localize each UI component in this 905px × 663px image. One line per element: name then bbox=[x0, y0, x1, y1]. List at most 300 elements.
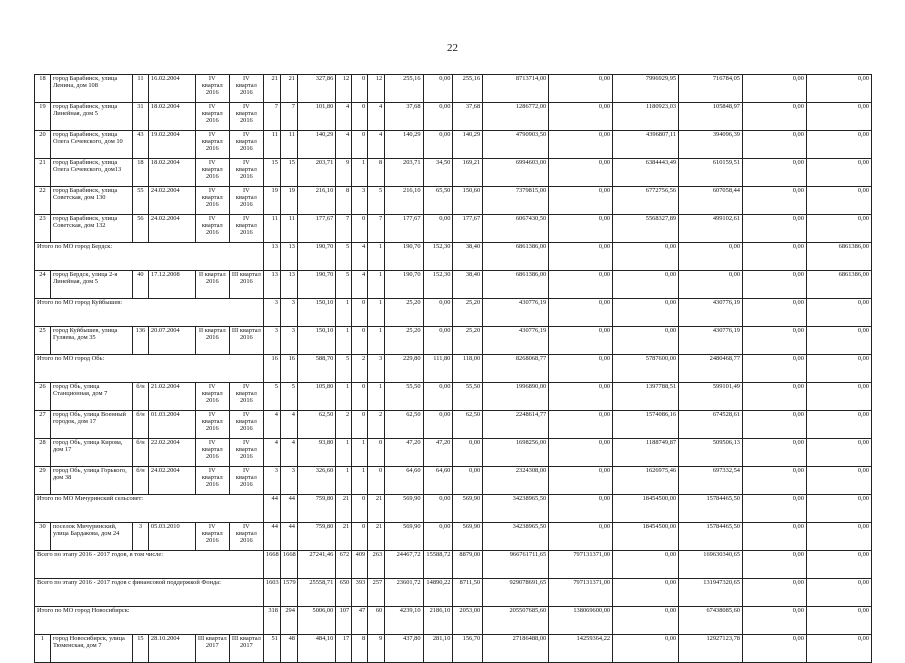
table-cell: 672 bbox=[336, 551, 352, 579]
table-cell: 25558,71 bbox=[297, 579, 335, 607]
table-cell: 0,00 bbox=[806, 607, 871, 635]
table-cell: 44 bbox=[263, 495, 280, 523]
table-cell: 67438085,60 bbox=[679, 607, 743, 635]
table-cell: 7 bbox=[368, 215, 385, 243]
table-row bbox=[35, 327, 872, 355]
table-cell: 0,00 bbox=[806, 495, 871, 523]
table-cell: 38,40 bbox=[453, 271, 483, 299]
table-cell: 6861386,00 bbox=[806, 243, 871, 271]
table-cell: 3 bbox=[132, 523, 148, 551]
address-cell: город Барабинск, улица Советская, дом 132 bbox=[50, 215, 132, 243]
table-cell: 1626975,46 bbox=[613, 467, 679, 495]
table-cell: 190,70 bbox=[385, 271, 423, 299]
table-cell: 294 bbox=[280, 607, 297, 635]
table-cell: 759,80 bbox=[297, 495, 335, 523]
table-cell: 430776,19 bbox=[483, 299, 549, 327]
table-cell: 9 bbox=[336, 159, 352, 187]
table-cell: 0,00 bbox=[549, 75, 613, 103]
table-cell: 3 bbox=[263, 467, 280, 495]
table-cell: 281,10 bbox=[423, 635, 453, 663]
table-cell: 13 bbox=[263, 243, 280, 271]
table-cell: 0,00 bbox=[423, 103, 453, 131]
table-cell: 2480468,77 bbox=[679, 355, 743, 383]
table-cell: 1180923,03 bbox=[613, 103, 679, 131]
table-cell: 1286772,00 bbox=[483, 103, 549, 131]
table-cell: 0,00 bbox=[453, 439, 483, 467]
subtotal-label: Итого по МО Мичуринский сельсовет: bbox=[35, 495, 264, 523]
table-cell: 588,70 bbox=[297, 355, 335, 383]
table-cell: 0,00 bbox=[549, 271, 613, 299]
table-cell: 152,30 bbox=[423, 271, 453, 299]
table-cell: 0,00 bbox=[549, 327, 613, 355]
table-cell: 0,00 bbox=[549, 355, 613, 383]
table-cell: 0 bbox=[352, 495, 368, 523]
table-cell: 5 bbox=[336, 271, 352, 299]
table-cell: 0 bbox=[352, 75, 368, 103]
table-cell: 18454500,00 bbox=[613, 495, 679, 523]
table-cell: IV квартал 2016 bbox=[195, 439, 229, 467]
table-cell: 11 bbox=[280, 131, 297, 159]
table-cell: IV квартал 2016 bbox=[229, 159, 263, 187]
table-cell: 4239,10 bbox=[385, 607, 423, 635]
table-cell: б/н bbox=[132, 411, 148, 439]
table-cell: 0,00 bbox=[806, 635, 871, 663]
table-cell: 8713714,00 bbox=[483, 75, 549, 103]
table-cell: 1996890,00 bbox=[483, 383, 549, 411]
table-cell: 150,10 bbox=[297, 299, 335, 327]
table-cell: 0,00 bbox=[743, 607, 807, 635]
table-cell: 13 bbox=[280, 271, 297, 299]
table-cell: 8 bbox=[352, 635, 368, 663]
table-cell: 0,00 bbox=[806, 579, 871, 607]
table-cell: 569,90 bbox=[385, 495, 423, 523]
table-cell: 8879,00 bbox=[453, 551, 483, 579]
table-cell: 55,50 bbox=[453, 383, 483, 411]
table-cell: 1 bbox=[368, 299, 385, 327]
table-cell: 5 bbox=[336, 243, 352, 271]
table-cell: 0,00 bbox=[679, 271, 743, 299]
table-row bbox=[35, 215, 872, 243]
table-cell: 177,67 bbox=[453, 215, 483, 243]
table-cell: 394096,39 bbox=[679, 131, 743, 159]
table-cell: 48 bbox=[280, 635, 297, 663]
table-cell: 0,00 bbox=[806, 355, 871, 383]
table-cell: 23 bbox=[35, 215, 51, 243]
table-cell: IV квартал 2016 bbox=[195, 131, 229, 159]
table-cell: 0 bbox=[352, 131, 368, 159]
table-cell: 12927123,78 bbox=[679, 635, 743, 663]
table-row bbox=[35, 411, 872, 439]
table-cell: IV квартал 2016 bbox=[195, 187, 229, 215]
table-cell: 16 bbox=[263, 355, 280, 383]
table-row bbox=[35, 187, 872, 215]
table-cell: 3 bbox=[263, 299, 280, 327]
table-cell: 25,20 bbox=[453, 299, 483, 327]
address-cell: город Барабинск, улица Олега Сечевского, дом 10 bbox=[50, 131, 132, 159]
table-cell: 6861386,00 bbox=[806, 271, 871, 299]
table-cell: 4396807,11 bbox=[613, 131, 679, 159]
table-cell: 56 bbox=[132, 215, 148, 243]
address-cell: город Бердск, улица 2-я Линейная, дом 5 bbox=[50, 271, 132, 299]
table-cell: 26 bbox=[35, 383, 51, 411]
table-cell: 140,29 bbox=[453, 131, 483, 159]
table-cell: 34238965,50 bbox=[483, 495, 549, 523]
table-cell: 4790903,50 bbox=[483, 131, 549, 159]
table-cell: 28 bbox=[35, 439, 51, 467]
table-cell: 2 bbox=[352, 355, 368, 383]
table-cell: 107 bbox=[336, 607, 352, 635]
table-cell: 4 bbox=[280, 439, 297, 467]
table-cell: 1668 bbox=[280, 551, 297, 579]
table-cell: 4 bbox=[368, 103, 385, 131]
table-cell: 430776,19 bbox=[679, 299, 743, 327]
subtotal-label: Всего по этапу 2016 - 2017 годов, в том числе: bbox=[35, 551, 264, 579]
table-cell: 25,20 bbox=[453, 327, 483, 355]
table-row bbox=[35, 159, 872, 187]
table-cell: III квартал 2016 bbox=[229, 327, 263, 355]
table-cell: 27241,46 bbox=[297, 551, 335, 579]
table-cell: 24 bbox=[35, 271, 51, 299]
table-cell: III квартал 2017 bbox=[195, 635, 229, 663]
page-number: 22 bbox=[447, 42, 458, 54]
table-cell: 0,00 bbox=[549, 411, 613, 439]
table-cell: 55,50 bbox=[385, 383, 423, 411]
table-cell: 0,00 bbox=[743, 271, 807, 299]
table-cell: 111,80 bbox=[423, 355, 453, 383]
table-cell: 0,00 bbox=[806, 523, 871, 551]
table-row bbox=[35, 131, 872, 159]
table-cell: IV квартал 2016 bbox=[229, 75, 263, 103]
table-cell: 15784465,50 bbox=[679, 495, 743, 523]
table-cell: 24467,72 bbox=[385, 551, 423, 579]
table-cell: 1698256,00 bbox=[483, 439, 549, 467]
table-cell: б/н bbox=[132, 467, 148, 495]
table-cell: 0,00 bbox=[743, 159, 807, 187]
address-cell: город Обь, улица Военный городок, дом 17 bbox=[50, 411, 132, 439]
subtotal-row bbox=[35, 355, 872, 383]
table-cell: IV квартал 2016 bbox=[195, 383, 229, 411]
table-cell: 44 bbox=[280, 495, 297, 523]
table-cell: 25 bbox=[35, 327, 51, 355]
table-cell: 9 bbox=[368, 635, 385, 663]
table-cell: 0,00 bbox=[743, 383, 807, 411]
table-cell: 4 bbox=[352, 243, 368, 271]
table-cell: 257 bbox=[368, 579, 385, 607]
table-cell: 25,20 bbox=[385, 299, 423, 327]
table-cell: 0,00 bbox=[549, 187, 613, 215]
table-cell: 430776,19 bbox=[483, 327, 549, 355]
table-cell: 16 bbox=[280, 355, 297, 383]
table-cell: 7 bbox=[280, 103, 297, 131]
table-cell: 1 bbox=[336, 383, 352, 411]
table-cell: 0,00 bbox=[743, 579, 807, 607]
table-cell: 484,10 bbox=[297, 635, 335, 663]
table-cell: 24.02.2004 bbox=[148, 187, 195, 215]
table-cell: 8711,50 bbox=[453, 579, 483, 607]
table-cell: 21 bbox=[368, 523, 385, 551]
table-cell: 93,80 bbox=[297, 439, 335, 467]
table-cell: 0,00 bbox=[743, 327, 807, 355]
table-cell: 0,00 bbox=[549, 299, 613, 327]
table-cell: 11 bbox=[132, 75, 148, 103]
table-cell: 3 bbox=[280, 467, 297, 495]
table-cell: 0 bbox=[352, 299, 368, 327]
table-cell: 1 bbox=[352, 159, 368, 187]
table-cell: 1 bbox=[336, 299, 352, 327]
table-cell: 5 bbox=[336, 355, 352, 383]
table-cell: 0,00 bbox=[613, 271, 679, 299]
table-cell: 0,00 bbox=[549, 523, 613, 551]
table-cell: II квартал 2016 bbox=[195, 271, 229, 299]
table-cell: 44 bbox=[280, 523, 297, 551]
table-cell: 37,68 bbox=[453, 103, 483, 131]
table-cell: 62,50 bbox=[385, 411, 423, 439]
table-cell: 4 bbox=[336, 131, 352, 159]
table-cell: 131947320,65 bbox=[679, 579, 743, 607]
table-cell: IV квартал 2016 bbox=[195, 411, 229, 439]
table-cell: 205507685,60 bbox=[483, 607, 549, 635]
table-cell: 0,00 bbox=[613, 243, 679, 271]
table-cell: 0,00 bbox=[806, 159, 871, 187]
table-cell: 263 bbox=[368, 551, 385, 579]
address-cell: город Барабинск, улица Олега Сечевского, дом13 bbox=[50, 159, 132, 187]
table-cell: 152,30 bbox=[423, 243, 453, 271]
table-cell: IV квартал 2016 bbox=[229, 439, 263, 467]
table-cell: 966761711,65 bbox=[483, 551, 549, 579]
table-cell: 27 bbox=[35, 411, 51, 439]
table-cell: 15588,72 bbox=[423, 551, 453, 579]
table-cell: 13 bbox=[263, 271, 280, 299]
table-cell: 569,90 bbox=[453, 523, 483, 551]
table-cell: 27186488,00 bbox=[483, 635, 549, 663]
table-cell: 255,16 bbox=[453, 75, 483, 103]
table-row bbox=[35, 523, 872, 551]
table-cell: 15 bbox=[280, 159, 297, 187]
table-cell: 0,00 bbox=[743, 523, 807, 551]
table-cell: 8 bbox=[368, 159, 385, 187]
table-cell: 0,00 bbox=[613, 327, 679, 355]
table-cell: 6861386,00 bbox=[483, 243, 549, 271]
table-cell: 499102,61 bbox=[679, 215, 743, 243]
table-cell: 138069600,00 bbox=[549, 607, 613, 635]
table-row bbox=[35, 467, 872, 495]
subtotal-row bbox=[35, 299, 872, 327]
table-cell: 0,00 bbox=[613, 551, 679, 579]
table-cell: 0,00 bbox=[613, 607, 679, 635]
table-cell: 64,60 bbox=[385, 467, 423, 495]
table-cell: 0,00 bbox=[806, 327, 871, 355]
table-cell: 569,90 bbox=[453, 495, 483, 523]
table-cell: 0,00 bbox=[549, 215, 613, 243]
table-cell: IV квартал 2016 bbox=[229, 523, 263, 551]
table-cell: 1397788,51 bbox=[613, 383, 679, 411]
table-cell: 255,16 bbox=[385, 75, 423, 103]
table-cell: 21 bbox=[280, 75, 297, 103]
table-cell: 62,50 bbox=[453, 411, 483, 439]
table-cell: 4 bbox=[263, 439, 280, 467]
table-cell: 1 bbox=[368, 271, 385, 299]
table-cell: 05.03.2010 bbox=[148, 523, 195, 551]
table-cell: 22 bbox=[35, 187, 51, 215]
table-cell: 203,71 bbox=[297, 159, 335, 187]
table-cell: 0,00 bbox=[743, 439, 807, 467]
table-cell: 64,60 bbox=[423, 467, 453, 495]
address-cell: город Куйбышев, улица Гуляева, дом 35 bbox=[50, 327, 132, 355]
table-cell: IV квартал 2016 bbox=[195, 75, 229, 103]
table-cell: 177,67 bbox=[385, 215, 423, 243]
table-cell: 0,00 bbox=[743, 187, 807, 215]
table-cell: 17 bbox=[336, 635, 352, 663]
table-cell: 12 bbox=[336, 75, 352, 103]
table-cell: 0,00 bbox=[549, 159, 613, 187]
table-cell: 0 bbox=[352, 411, 368, 439]
table-cell: 47,20 bbox=[385, 439, 423, 467]
subtotal-label: Итого по МО город Куйбышев: bbox=[35, 299, 264, 327]
table-cell: 0 bbox=[352, 103, 368, 131]
table-cell: 1579 bbox=[280, 579, 297, 607]
table-cell: 6067430,50 bbox=[483, 215, 549, 243]
table-row bbox=[35, 383, 872, 411]
table-cell: 0,00 bbox=[423, 411, 453, 439]
table-cell: 716784,05 bbox=[679, 75, 743, 103]
table-cell: IV квартал 2016 bbox=[229, 383, 263, 411]
table-cell: 40 bbox=[132, 271, 148, 299]
table-cell: III квартал 2017 bbox=[229, 635, 263, 663]
table-cell: 15 bbox=[263, 159, 280, 187]
table-cell: 0,00 bbox=[549, 467, 613, 495]
subtotal-row bbox=[35, 607, 872, 635]
table-cell: 0,00 bbox=[743, 551, 807, 579]
table-cell: 0,00 bbox=[423, 523, 453, 551]
table-cell: 18.02.2004 bbox=[148, 159, 195, 187]
table-cell: 21 bbox=[368, 495, 385, 523]
subtotal-label: Всего по этапу 2016 - 2017 годов с финансовой поддержкой Фонда: bbox=[35, 579, 264, 607]
table-cell: 0,00 bbox=[743, 131, 807, 159]
table-cell: 697332,54 bbox=[679, 467, 743, 495]
subtotal-row bbox=[35, 495, 872, 523]
table-cell: 0,00 bbox=[743, 299, 807, 327]
table-cell: 150,60 bbox=[453, 187, 483, 215]
table-cell: 23601,72 bbox=[385, 579, 423, 607]
table-cell: 0,00 bbox=[423, 299, 453, 327]
table-cell: 101,80 bbox=[297, 103, 335, 131]
table-cell: 1 bbox=[352, 467, 368, 495]
table-cell: 31 bbox=[132, 103, 148, 131]
table-row bbox=[35, 75, 872, 103]
table-cell: 1 bbox=[336, 439, 352, 467]
table-cell: 0,00 bbox=[743, 355, 807, 383]
table-cell: 4 bbox=[368, 131, 385, 159]
table-cell: 6772756,56 bbox=[613, 187, 679, 215]
table-cell: 21 bbox=[336, 495, 352, 523]
table-cell: IV квартал 2016 bbox=[195, 159, 229, 187]
table-cell: 0,00 bbox=[613, 635, 679, 663]
table-cell: 0,00 bbox=[549, 439, 613, 467]
table-row bbox=[35, 103, 872, 131]
table-cell: 0,00 bbox=[549, 131, 613, 159]
table-cell: 6994603,00 bbox=[483, 159, 549, 187]
table-cell: 759,80 bbox=[297, 523, 335, 551]
table-cell: 610159,51 bbox=[679, 159, 743, 187]
table-cell: 21 bbox=[35, 159, 51, 187]
table-cell: 16.02.2004 bbox=[148, 75, 195, 103]
subtotal-label: Итого по МО город Бердск: bbox=[35, 243, 264, 271]
table-cell: 01.03.2004 bbox=[148, 411, 195, 439]
table-cell: IV квартал 2016 bbox=[229, 467, 263, 495]
table-cell: 2053,00 bbox=[453, 607, 483, 635]
table-cell: 25,20 bbox=[385, 327, 423, 355]
table-cell: 3 bbox=[263, 327, 280, 355]
table-cell: 18 bbox=[132, 159, 148, 187]
address-cell: город Обь, улица Горького, дом 38 bbox=[50, 467, 132, 495]
table-cell: 34238965,50 bbox=[483, 523, 549, 551]
table-cell: 0,00 bbox=[806, 187, 871, 215]
table-cell: 37,68 bbox=[385, 103, 423, 131]
table-cell: 6384443,49 bbox=[613, 159, 679, 187]
table-cell: IV квартал 2016 bbox=[229, 411, 263, 439]
resettlement-table bbox=[34, 74, 872, 663]
table-cell: 47,20 bbox=[423, 439, 453, 467]
table-cell: IV квартал 2016 bbox=[195, 103, 229, 131]
table-cell: 177,67 bbox=[297, 215, 335, 243]
table-cell: 0,00 bbox=[806, 75, 871, 103]
table-cell: 216,10 bbox=[385, 187, 423, 215]
table-cell: 599101,49 bbox=[679, 383, 743, 411]
table-cell: 4 bbox=[263, 411, 280, 439]
table-cell: 4 bbox=[352, 271, 368, 299]
table-cell: 0,00 bbox=[806, 131, 871, 159]
table-cell: 55 bbox=[132, 187, 148, 215]
table-cell: 136 bbox=[132, 327, 148, 355]
table-cell: 51 bbox=[263, 635, 280, 663]
table-cell: 18 bbox=[35, 75, 51, 103]
table-cell: 0,00 bbox=[806, 103, 871, 131]
table-cell: IV квартал 2016 bbox=[195, 467, 229, 495]
table-cell: 0 bbox=[368, 439, 385, 467]
table-cell: 21 bbox=[263, 75, 280, 103]
address-cell: город Обь, улица Кирова, дом 17 bbox=[50, 439, 132, 467]
table-cell: 0,00 bbox=[423, 131, 453, 159]
table-cell: 190,70 bbox=[297, 243, 335, 271]
address-cell: поселок Мичуринский, улица Бардакова, дом 24 bbox=[50, 523, 132, 551]
address-cell: город Новосибирск, улица Тюменская, дом 7 bbox=[50, 635, 132, 663]
table-cell: 7379815,00 bbox=[483, 187, 549, 215]
table-cell: 203,71 bbox=[385, 159, 423, 187]
table-cell: 5 bbox=[280, 383, 297, 411]
table-cell: 7 bbox=[263, 103, 280, 131]
table-cell: IV квартал 2016 bbox=[229, 103, 263, 131]
table-cell: 509506,13 bbox=[679, 439, 743, 467]
table-cell: 569,90 bbox=[385, 523, 423, 551]
table-cell: 0 bbox=[352, 215, 368, 243]
table-cell: 19 bbox=[280, 187, 297, 215]
table-cell: 169630340,65 bbox=[679, 551, 743, 579]
table-cell: 0,00 bbox=[423, 75, 453, 103]
table-cell: 0,00 bbox=[806, 467, 871, 495]
table-cell: 607058,44 bbox=[679, 187, 743, 215]
table-cell: 0 bbox=[352, 327, 368, 355]
table-cell: 0,00 bbox=[423, 215, 453, 243]
table-cell: 18454500,00 bbox=[613, 523, 679, 551]
table-cell: 797131371,00 bbox=[549, 579, 613, 607]
table-cell: 19 bbox=[263, 187, 280, 215]
table-cell: 5568327,89 bbox=[613, 215, 679, 243]
table-cell: 4 bbox=[336, 103, 352, 131]
table-cell: 169,21 bbox=[453, 159, 483, 187]
table-cell: 674528,61 bbox=[679, 411, 743, 439]
table-cell: 11 bbox=[280, 215, 297, 243]
table-cell: 140,29 bbox=[385, 131, 423, 159]
